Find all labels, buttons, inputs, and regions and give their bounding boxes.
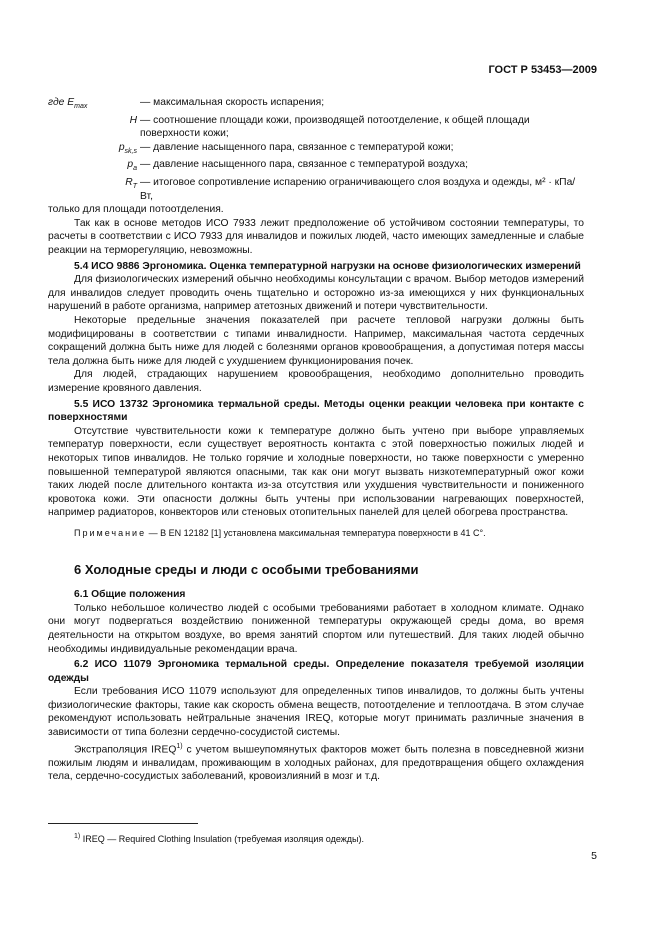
definition-desc: — максимальная скорость испарения; — [140, 97, 325, 108]
note — [48, 527, 584, 541]
definition-desc: — итоговое сопротивление испарению ограничивающего слоя воздуха и одежды, м² · кПа/Вт, — [140, 177, 576, 202]
definition-term: H — [129, 114, 137, 126]
paragraph: Для людей, страдающих нарушением кровообращения, необходимо дополнительно проводить измерение кровяного давления. — [48, 369, 584, 395]
definition-row — [48, 176, 584, 203]
footnote-ref[interactable]: 1) — [176, 742, 183, 750]
footnote: $^{1)}$ IREQ — Required Clothing Insulation (требуемая изоляция одежды). — [74, 833, 365, 844]
page-content — [48, 96, 584, 784]
page-header: ГОСТ Р 53453—2009 — [488, 64, 597, 76]
page-number: 5 — [591, 850, 597, 862]
definition-term: $p_{sk,s}$ — [118, 141, 137, 155]
definition-term: $R_T$ — [125, 177, 137, 191]
subsection-heading-5-4: 5.4 ИСО 9886 Эргономика. Оценка температурной нагрузки на основе физиологических измерений — [74, 260, 581, 272]
paragraph: Некоторые предельные значения показателей при расчете тепловой нагрузки должны быть модифицированы в соответствии с типами инвалидности. Например, максимальная частота сердечных сокращений должна быть ниже для людей с болезнями органов кровообращения, а допустимая потеря массы тела должна быть ниже для людей с ухудшением функционирования почек. — [48, 315, 584, 367]
footnote-divider — [48, 823, 198, 824]
definition-term: где $E_{max}$ — [48, 97, 88, 111]
definitions-list — [48, 96, 584, 217]
subsection-heading-6-2: 6.2 ИСО 11079 Эргономика термальной среды. Определение показателя требуемой изоляции одежды — [48, 659, 584, 684]
definition-row — [48, 158, 584, 176]
section-heading-6: 6 Холодные среды и люди с особыми требованиями — [74, 561, 419, 577]
paragraph: Так как в основе методов ИСО 7933 лежит предположение об устойчивом состоянии температуры, то расчеты в соответствии с ИСО 7933 для инвалидов и пожилых людей, часто имеющих замедленные и слабые реакции на терморегуляцию, невозможны. — [48, 217, 584, 257]
paragraph: Если требования ИСО 11079 используют для определенных типов инвалидов, то должны быть учтены физиологические факторы, такие как скорость обмена веществ, потоотделение и теплоотдача. В этом случае рекомендуют использовать нейтральные значения IREQ, которые могут принимать различные значения в зависимости от типа болезни сердечно-сосудистой системы. — [48, 686, 584, 739]
note-label: Примечание — [74, 527, 147, 538]
paragraph: Отсутствие чувствительности кожи к температуре должно быть учтено при выборе управляемых температур поверхности, если существует вероятность контакта с этой поверхностью пожилых людей и некоторых типов инвалидов. Не только горячие и холодные поверхности, но также поверхности с умеренно повышенной температурой являются опасными, так как они могут вызвать низкотемпературный ожог кожи таких людей после длительного контакта из-за отсутствия или ухудшения чувствительности и пониженного кровотока кожи. Эти опасности должны быть учтены при использовании нагревающих поверхностей, например радиаторов, конвекторов или стеновых отопительных панелей для целей обогрева пространства. — [48, 425, 584, 519]
definition-desc: — соотношение площади кожи, производящей потоотделение, к общей площади поверхности кожи; — [140, 114, 530, 140]
subsection-heading-6-1: 6.1 Общие положения — [74, 589, 186, 601]
note-text: — В EN 12182 [1] установлена максимальная температура поверхности в 41 С°. — [148, 527, 486, 538]
definition-desc: — давление насыщенного пара, связанное с температурой воздуха; — [140, 159, 468, 171]
paragraph: Только небольшое количество людей с особыми требованиями работает в холодном климате. Однако они могут подвергаться воздействию пониженной температуры окружающей среды дома, во время деятельности на открытом воздухе, во время занятий спортом или путешествий. Для таких людей обычно необходимы индивидуальные рекомендации врача. — [48, 602, 584, 655]
paragraph: Экстраполяция IREQ$^{1)}$ с учетом вышеупомянутых факторов может быть полезна в повседневной жизни пожилым людям и инвалидам, проживающим в холодных районах, для предотвращения общего охлаждения тела, сердечно-сосудистых заболеваний, кровоизлияний в мозг и т.д. — [48, 742, 584, 783]
subsection-heading-5-5: 5.5 ИСО 13732 Эргономика термальной среды. Методы оценки реакции человека при контакте с поверхностями — [48, 398, 584, 424]
definition-row — [48, 141, 584, 159]
paragraph: Для физиологических измерений обычно необходимы консультации с врачом. Выбор методов измерений для инвалидов следует проводить очень тщательно и осторожно из-за имеющихся у них функциональных нарушений в работе организма, например атетозных движений и потери чувствительности. — [48, 274, 584, 313]
definition-term: $p_a$ — [127, 159, 137, 173]
definition-continuation: только для площади потоотделения. — [48, 204, 224, 216]
definition-row — [48, 96, 584, 114]
definition-row — [48, 114, 584, 141]
definition-desc: — давление насыщенного пара, связанное с температурой кожи; — [140, 141, 454, 153]
